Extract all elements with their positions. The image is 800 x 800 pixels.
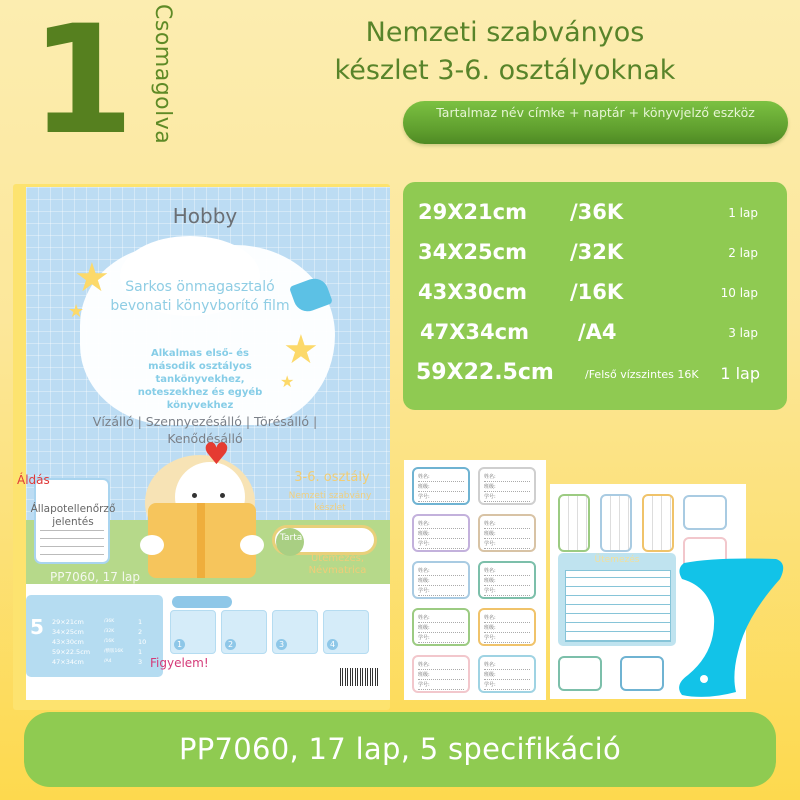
spec-row: 29X21cm /36K 1 lap — [418, 200, 758, 224]
spec-row: 59X22.5cm /Felső vízszintes 16K 1 lap — [416, 360, 760, 385]
scraper-tool-icon — [676, 557, 788, 700]
instruction-step: 2 — [221, 610, 267, 654]
spec-row: 34×25cm /32K 2 — [52, 628, 143, 636]
headline-line-1: Nemzeti szabványos — [365, 17, 645, 48]
schedule-title: Ütemezés — [594, 555, 640, 565]
spec-row: 43×30cm /16K 10 — [52, 638, 147, 646]
spec-count: 5 — [30, 615, 44, 639]
name-label — [558, 656, 602, 691]
blessing-label: Áldás — [17, 473, 50, 487]
star-icon: ★ — [68, 301, 85, 322]
brand-name: Hobby — [172, 204, 238, 228]
spec-row: 47×34cm /A4 3 — [52, 658, 143, 666]
package-code: PP7060, 17 lap — [49, 570, 141, 584]
grade-subtitle: Nemzeti szabvány készlet — [288, 491, 372, 513]
bookmark-label — [558, 494, 590, 552]
spec-row: 59×22.5cm /横版16K 1 — [52, 648, 143, 656]
name-label: 姓名: 班级: 学号: — [478, 514, 536, 552]
barcode — [340, 668, 380, 686]
name-label: 姓名: 班级: 学号: — [478, 467, 536, 505]
spec-row: 34X25cm /32K 2 lap — [418, 240, 758, 264]
warning-label: Figyelem! — [150, 656, 209, 670]
schedule-grid — [565, 570, 671, 642]
name-label: 姓名: 班级: 学号: — [412, 514, 470, 552]
instruction-step: 1 — [170, 610, 216, 654]
name-label: 姓名: 班级: 学号: — [478, 561, 536, 599]
dog-eye — [220, 493, 225, 498]
dog-paw — [140, 535, 164, 555]
report-lines — [40, 530, 104, 562]
dog-eye — [192, 493, 197, 498]
bookmark-label — [642, 494, 674, 552]
grade-label: 3-6. osztály — [294, 470, 370, 485]
spec-row: 47X34cm /A4 3 lap — [420, 320, 758, 344]
features-text: Vízálló | Szennyezésálló | Törésálló | Kenődésálló — [92, 414, 318, 446]
package-spec-list — [52, 617, 162, 667]
name-label: 姓名: 班级: 学号: — [478, 655, 536, 693]
star-icon: ★ — [74, 255, 110, 301]
name-label: 姓名: 班级: 学号: — [412, 561, 470, 599]
name-label: 姓名: 班级: 学号: — [412, 608, 470, 646]
name-label-grid — [412, 467, 540, 693]
schedule-label: Ütemezés, Névmatrica — [308, 553, 367, 576]
headline-line-2: készlet 3-6. osztályoknak — [334, 55, 676, 86]
bookmark-label — [600, 494, 632, 552]
spec-row: 43X30cm /16K 10 lap — [418, 280, 758, 304]
report-label: Állapotellenőrző jelentés — [30, 503, 116, 528]
name-label: 姓名: 班级: 学号: — [478, 608, 536, 646]
spec-rows — [418, 196, 778, 396]
instructions-tag — [172, 596, 232, 608]
contents-pill: Tartalmaz név címke + naptár + könyvjelző eszköz — [403, 101, 788, 144]
dog-paw — [240, 535, 264, 555]
cover-pill-text: Tarta — [280, 533, 303, 543]
suitable-for-text: Alkalmas első- és második osztályos tankönyvekhez, noteszekhez és egyéb könyvekhez — [137, 348, 263, 411]
instruction-step: 3 — [272, 610, 318, 654]
name-label — [683, 495, 727, 530]
product-headline — [240, 14, 770, 90]
name-label — [620, 656, 664, 691]
name-label: 姓名: 班级: 学号: — [412, 467, 470, 505]
name-label: 姓名: 班级: 学号: — [412, 655, 470, 693]
book-spine — [197, 503, 205, 578]
summary-banner: PP7060, 17 lap, 5 specifikáció — [24, 712, 776, 787]
package-label: Csomagolva — [150, 4, 175, 145]
spec-row: 29×21cm /36K 1 — [52, 618, 143, 626]
product-title: Sarkos önmagasztaló bevonati könyvborító film — [110, 279, 290, 314]
star-icon: ★ — [283, 327, 319, 373]
instruction-step: 4 — [323, 610, 369, 654]
package-count: 1 — [30, 0, 135, 168]
heart-icon: ♥ — [203, 437, 230, 472]
star-icon: ★ — [280, 372, 295, 391]
instruction-steps — [170, 610, 369, 654]
